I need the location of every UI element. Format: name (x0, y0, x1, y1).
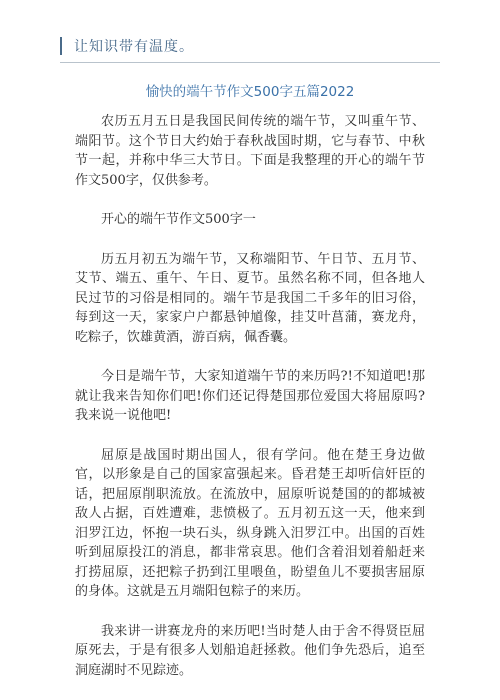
paragraph-intro: 农历五月五日是我国民间传统的端午节，又叫重午节、端阳节。这个节日大约始于春秋战国时期，它与春节、中秋节一起，并称中华三大节日。下面是我整理的开心的端午节作文500字，仅供参考。 (75, 114, 425, 188)
article-title: 愉快的端午节作文500字五篇2022 (145, 84, 355, 100)
header-divider (60, 62, 440, 63)
header-accent-bar (60, 37, 62, 55)
paragraph: 历五月初五为端午节，又称端阳节、午日节、五月节、艾节、端五、重午、午日、夏节。虽然名称不同，但各地人民过节的习俗是相同的。端午节是我国二千多年的旧习俗，每到这一天，家家户户都悬钟馗像，挂艾叶菖蒲，赛龙舟，吃粽子，饮雄黄酒，游百病，佩香囊。 (75, 251, 425, 345)
page-header (60, 32, 440, 60)
article-body (75, 112, 425, 700)
paragraph: 屈原是战国时期出国人，很有学问。他在楚王身边做官，以形象是自己的国家富强起来。昏君楚王却听信奸臣的话，把屈原削职流放。在流放中，屈原听说楚国的的都城被敌人占据，百姓遭难，悲愤极了。五月初五这一天，他来到汨罗江边，怀抱一块石头，纵身跳入汨罗江中。出国的百姓听到屈原投江的消息，都非常哀思。他们含着泪划着船赶来打捞屈原，还把粽子扔到江里喂鱼，盼望鱼儿不要损害屈原的身体。这就是五月端阳包粽子的来历。 (75, 447, 425, 599)
section-heading: 开心的端午节作文500字一 (101, 212, 256, 227)
header-slogan: 让知识带有温度。 (74, 39, 194, 55)
paragraph: 今日是端午节，大家知道端午节的来历吗?!不知道吧!那就让我来告知你们吧!你们还记得楚国那位爱国大将屈原吗?我来说一说他吧! (75, 369, 425, 423)
paragraph: 我来讲一讲赛龙舟的来历吧!当时楚人由于舍不得贤臣屈原死去，于是有很多人划船追赶拯救。他们争先恐后，追至洞庭湖时不见踪迹。 (75, 623, 425, 678)
